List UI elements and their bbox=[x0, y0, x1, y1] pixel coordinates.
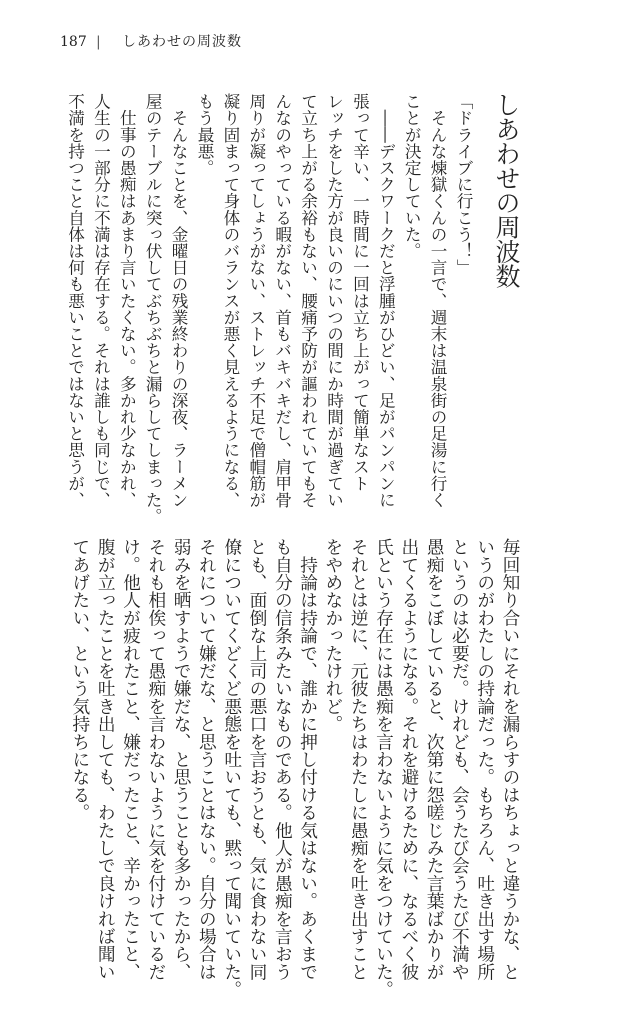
text-line: 周りが凝ってしょうがない、ストレッチ不足で僧帽筋が bbox=[246, 93, 266, 508]
text-line: レッチをした方が良いのにいつの間にか時間が過ぎてい bbox=[324, 93, 344, 508]
text-line: ――デスクワークだと浮腫がひどい、足がパンパンに bbox=[376, 93, 396, 508]
text-line: んなのやっている暇がない、首もバキバキだし、肩甲骨 bbox=[272, 93, 292, 508]
text-line: をやめなかったけれど。 bbox=[322, 538, 343, 733]
text-line: てあげたい、という気持ちになる。 bbox=[69, 538, 90, 822]
text-line: 僚についてくどくど悪態を吐いても、黙って聞いていた。 bbox=[221, 538, 242, 999]
text-line: 仕事の愚痴はあまり言いたくない。多かれ少なかれ、 bbox=[117, 93, 137, 508]
text-line: とも、面倒な上司の悪口を言おうとも、気に食わない同 bbox=[247, 538, 267, 981]
header-separator: | bbox=[96, 34, 101, 50]
text-line: それとは逆に、元彼たちはわたしに愚痴を吐き出すこと bbox=[348, 538, 369, 981]
text-line: て立ち上がる余裕もない、腰痛予防が謳われていてもそ bbox=[298, 93, 318, 508]
text-line: それも相俟って愚痴を言わないように気を付けているだ bbox=[145, 538, 166, 981]
chapter-title: しあわせの周波数 bbox=[492, 92, 521, 288]
text-line: というのは必要だ。けれども、会うたび会うたび不満や bbox=[449, 538, 470, 981]
text-line: 持論は持論で、誰かに押し付ける気はない。あくまで bbox=[297, 538, 318, 981]
text-line: 愚痴をこぼしていると、次第に怨嗟じみた言葉ばかりが bbox=[424, 538, 445, 981]
text-line: 凝り固まって身体のバランスが悪く見えるようになる、 bbox=[220, 93, 240, 508]
text-line: 「ドライブに行こう！」 bbox=[454, 93, 473, 276]
text-line: 屋のテーブルに突っ伏してぶちぶちと漏らしてしまった。 bbox=[143, 93, 163, 525]
text-line: 腹が立ったことを吐き出しても、わたしで良ければ聞い bbox=[95, 538, 116, 981]
text-line: 弱みを晒すようで嫌だな、と思うことも多かったから、 bbox=[171, 538, 192, 981]
text-line: そんな煉獄くんの一言で、週末は温泉街の足湯に行く bbox=[428, 93, 448, 508]
text-line: 人生の一部分に不満は存在する。それは誰しも同じで、 bbox=[91, 93, 111, 508]
text-line: 不満を持つこと自体は何も悪いことではないと思うが、 bbox=[65, 93, 85, 508]
text-line: それについて嫌だな、と思うことはない。自分の場合は bbox=[196, 538, 217, 981]
text-line: け。他人が疲れたこと、嫌だったこと、辛かったこと、 bbox=[120, 538, 141, 981]
text-line: 毎回知り合いにそれを漏らすのはちょっと違うかな、と bbox=[500, 538, 520, 981]
text-line: 出てくるようになる。それを避けるために、なるべく彼 bbox=[398, 538, 419, 981]
running-title: しあわせの周波数 bbox=[122, 34, 242, 50]
text-line: も自分の信条みたいなものである。他人が愚痴を言おう bbox=[272, 538, 293, 981]
page-number: 187 bbox=[60, 34, 87, 50]
text-line: もう最悪。 bbox=[195, 93, 214, 176]
text-line: そんなことを、金曜日の残業終わりの深夜、ラーメン bbox=[169, 93, 189, 508]
text-line: 張って辛い、一時間に一回は立ち上がって簡単なスト bbox=[350, 93, 370, 492]
text-line: いうのがわたしの持論だった。もちろん、吐き出す場所 bbox=[474, 538, 495, 981]
text-line: ことが決定していた。 bbox=[402, 93, 422, 259]
text-line: 氏という存在には愚痴を言わないように気をつけていた。 bbox=[373, 538, 394, 999]
